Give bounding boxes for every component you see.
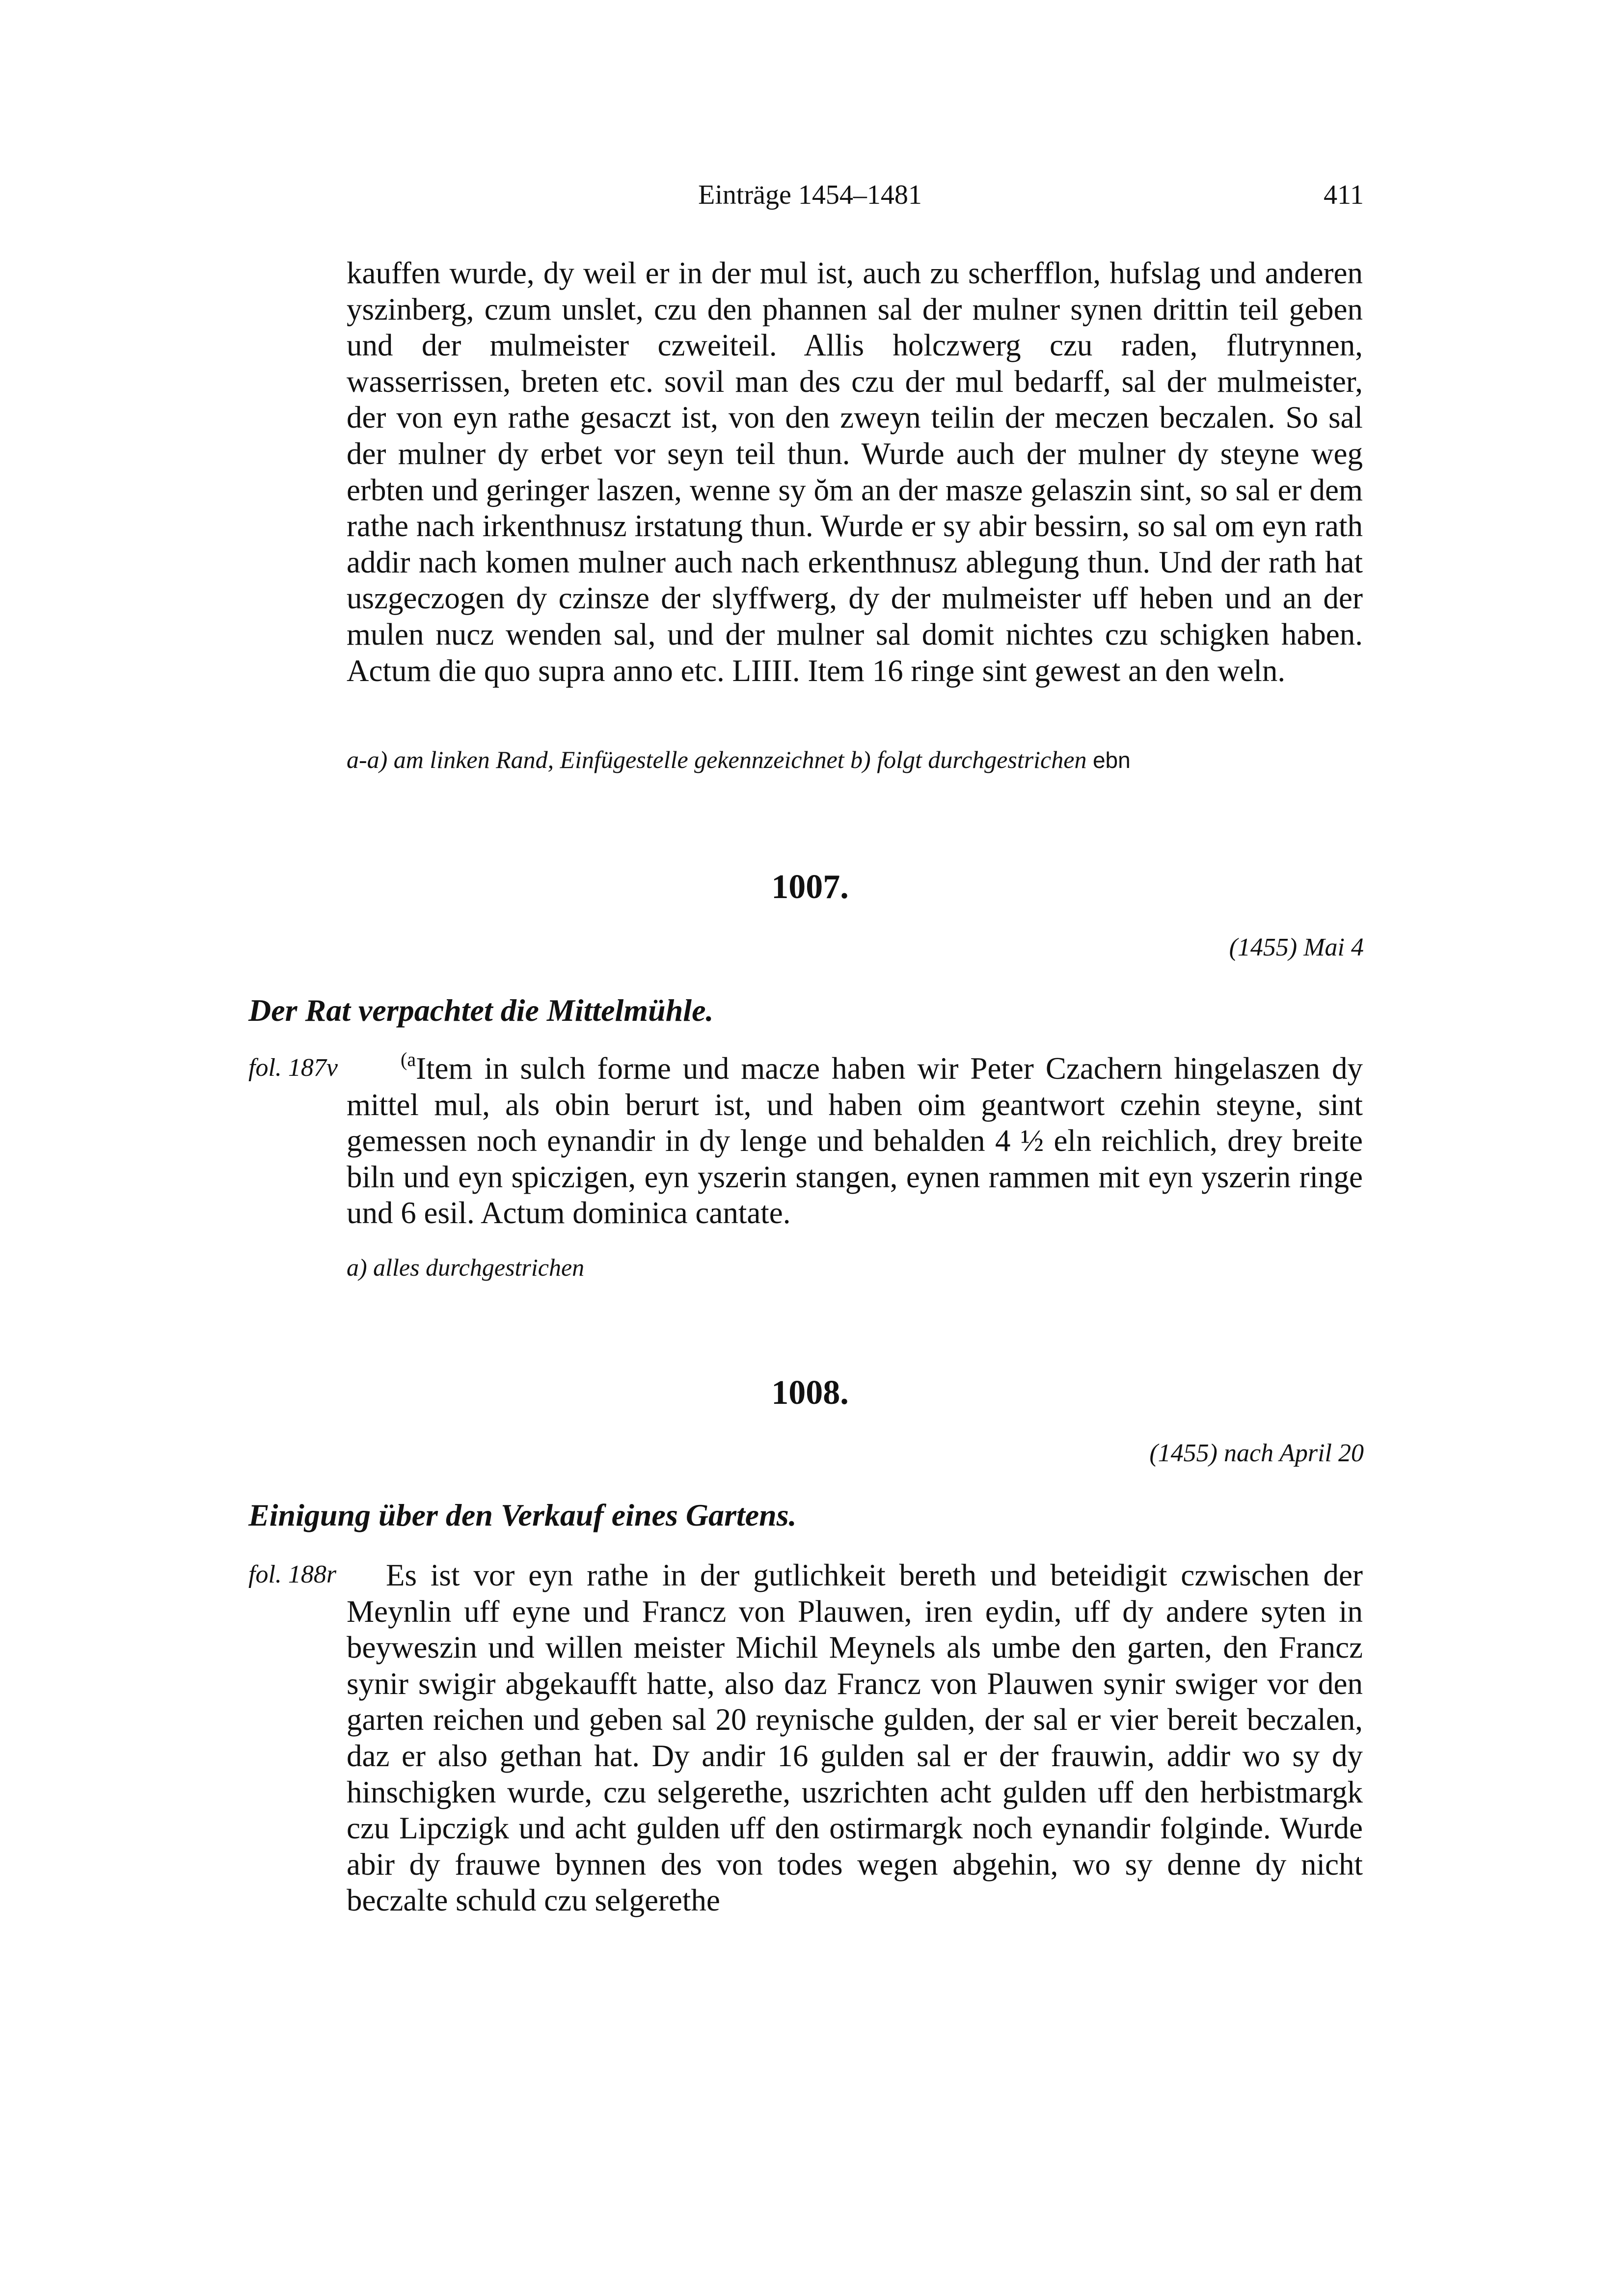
footnote-upright: ebn: [1092, 747, 1131, 773]
entry-number-1007: 1007.: [771, 868, 849, 906]
entry-title-1008: Einigung über den Verkauf eines Gartens.: [248, 1498, 797, 1532]
entry-paragraph-1008: Es ist vor eyn rathe in der gutlichkeit bereth und beteidigit czwischen der Meynlin uff eyne und Francz von Plauwen, iren eydin, uff dy andere syten in beyweszin und willen meister Michil Meynels als umbe den garten, den Francz synir swigir abgekaufft hatte, also daz Francz von Plauwen synir swiger vor den garten reichen und geben sal 20 reynische gulden, der sal er vier bereit beczalen, daz er also gethan hat. Dy andir 16 gulden sal er der frauwin, addir wo sy dy hinschigken wurde, czu selgerethe, uszrichten acht gulden uff den herbistmargk czu Lipczigk und acht gulden uff den ostirmargk noch eynandir folginde. Wurde abir dy frauwe bynnen des von todes wegen abgehin, wo sy denne dy nicht beczalte schuld czu selgerethe: [347, 1558, 1363, 1918]
footnote-lead-mark: (a: [401, 1048, 416, 1070]
entry-text-1007: Item in sulch forme und macze haben wir Peter Czachern hingelaszen dy mittel mul, als obin berurt ist, und haben oim geantwort czehin steyne, sint gemessen noch eynandir in dy lenge und behalden 4 ½ eln reichlich, drey breite biln und eyn spiczigen, eyn yszerin stangen, eynen rammen mit eyn yszerin ringe und 6 esil. Actum dominica cantate.: [347, 1051, 1363, 1230]
continuation-footnote: [347, 744, 1363, 775]
entry-date-1008: (1455) nach April 20: [1149, 1439, 1364, 1467]
footnote-italic: a-a) am linken Rand, Einfügestelle gekennzeichnet b) folgt durchgestrichen: [347, 746, 1087, 773]
running-title: Einträge 1454–1481: [698, 180, 922, 210]
entry-date-1007: (1455) Mai 4: [1229, 933, 1364, 961]
page-number: 411: [1324, 180, 1364, 210]
entry-number-1008: 1008.: [771, 1374, 849, 1412]
folio-marker-1007: fol. 187v: [248, 1054, 338, 1082]
entry-paragraph-1007: [347, 1048, 1363, 1231]
folio-marker-1008: fol. 188r: [248, 1560, 337, 1588]
entry-footnote-1007: a) alles durchgestrichen: [347, 1254, 585, 1281]
continuation-paragraph: kauffen wurde, dy weil er in der mul ist, auch zu scherfflon, hufslag und anderen yszinberg, czum unslet, czu den phannen sal der mulner synen drittin teil geben und der mulmeister czweiteil. Allis holczwerg czu raden, flutrynnen, wasserrissen, breten etc. sovil man des czu der mul bedarff, sal der mulmeister, der von eyn rathe gesaczt ist, von den zweyn teilin der meczen beczalen. So sal der mulner dy erbet vor seyn teil thun. Wurde auch der mulner dy steyne weg erbten und geringer laszen, wenne sy ŏm an der masze gelaszin sint, so sal er dem rathe nach irkenthnusz irstatung thun. Wurde er sy abir bessirn, so sal om eyn rath addir nach komen mulner auch nach erkenthnusz ablegung thun. Und der rath hat uszgeczogen dy czinsze der slyffwerg, dy der mulmeister uff heben und an der mulen nucz wenden sal, und der mulner sal domit nichtes czu schigken haben. Actum die quo supra anno etc. LIIII. Item 16 ringe sint gewest an den weln.: [347, 256, 1363, 688]
entry-title-1007: Der Rat verpachtet die Mittelmühle.: [248, 993, 714, 1028]
